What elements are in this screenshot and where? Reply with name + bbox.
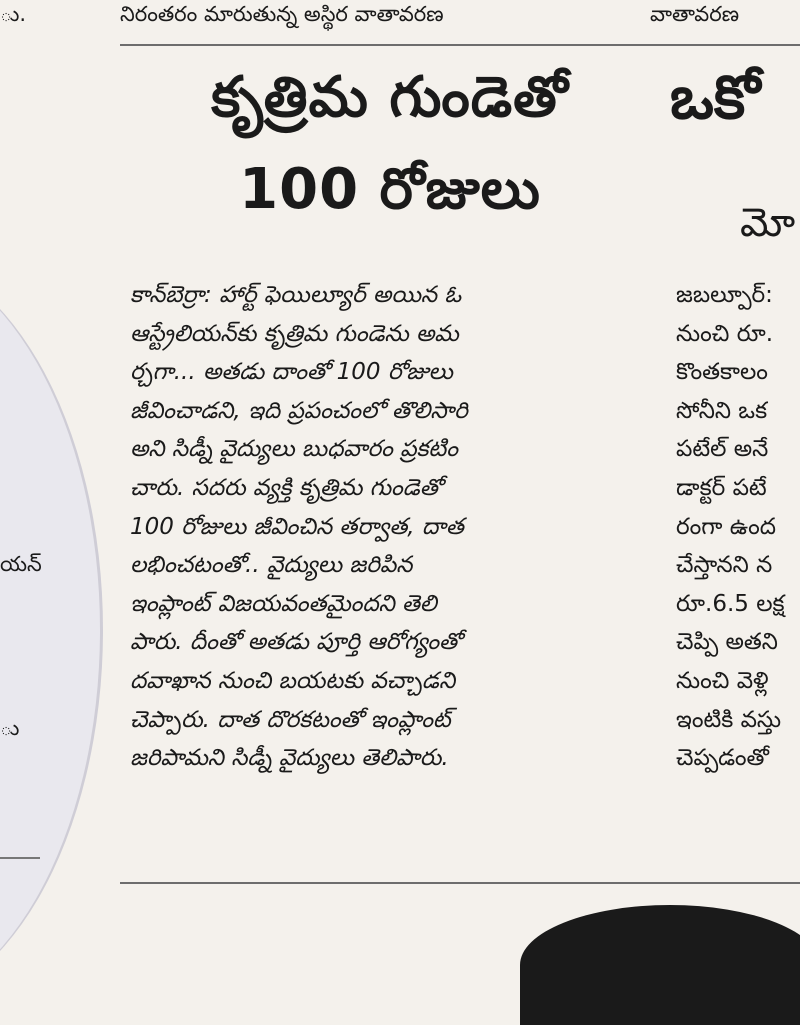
right-body-line: రూ.6.5 లక్ష — [676, 590, 785, 617]
right-body-line: సోనీని ఒక — [676, 397, 768, 424]
right-article-body — [676, 276, 785, 778]
left-text-fragment: యన్ — [0, 552, 42, 576]
body-line: ఇంప్లాంట్ విజయవంతమైందని తెలి — [130, 590, 437, 617]
left-text-fragment: ు — [0, 716, 20, 740]
right-body-line: నుంచి వెళ్లి — [676, 667, 769, 694]
body-line: లభించటంతో.. వైద్యులు జరిపిన — [130, 552, 413, 579]
bottom-divider — [120, 882, 800, 884]
right-body-line: ఇంటికి వస్తు — [676, 706, 782, 733]
body-line: అని సిడ్నీ వైద్యులు బుధవారం ప్రకటిం — [130, 436, 458, 463]
right-article-subhead: మో — [740, 200, 796, 246]
right-body-line: జబల్పూర్: — [676, 282, 773, 308]
right-body-line: కొంతకాలం — [676, 359, 768, 386]
left-column-fragment — [0, 0, 120, 962]
top-divider — [120, 44, 800, 46]
top-strip-main-text: నిరంతరం మారుతున్న అస్థిర వాతావరణ — [120, 2, 444, 26]
body-line: చారు. సదరు వ్యక్తి కృత్రిమ గుండెతో — [130, 474, 443, 501]
body-line: పారు. దీంతో అతడు పూర్తి ఆరోగ్యంతో — [130, 629, 462, 656]
right-body-line: నుంచి రూ. — [676, 320, 774, 347]
body-line: కాన్‌బెర్రా: హార్ట్ ఫెయిల్యూర్ అయిన ఓ — [130, 282, 462, 308]
top-strip-right-text: వాతావరణ — [650, 2, 740, 26]
right-body-line: చెప్పి అతని — [676, 629, 778, 656]
body-line: చెప్పారు. దాత దొరకటంతో ఇంప్లాంట్ — [130, 706, 451, 733]
headline-line-2: 100 రోజులు — [239, 157, 541, 222]
left-text-fragment: ు. — [0, 2, 27, 26]
top-text-strip — [120, 0, 800, 42]
body-line: ఆస్ట్రేలియన్‌కు కృత్రిమ గుండెను అమ — [130, 320, 459, 347]
body-line: 100 రోజులు జీవించిన తర్వాత, దాత — [130, 513, 464, 540]
right-body-line: చేస్తానని న — [676, 552, 773, 579]
body-line: జీవించాడని, ఇది ప్రపంచంలో తొలిసారి — [130, 397, 468, 424]
left-image-fragment — [0, 250, 103, 962]
right-body-line: డాక్టర్ పటే — [676, 474, 767, 501]
right-article-headline: ఒకో — [670, 63, 761, 133]
right-body-line: రంగా ఉంద — [676, 513, 777, 540]
body-line: జరిపామని సిడ్నీ వైద్యులు తెలిపారు. — [130, 745, 449, 772]
right-body-line: పటేల్ అనే — [676, 436, 769, 463]
right-article-fragment — [670, 52, 800, 882]
right-body-line: చెప్పడంతో — [676, 745, 769, 772]
body-line: ర్చగా... అతడు దాంతో 100 రోజులు — [130, 359, 453, 386]
next-headline-fragment — [520, 905, 800, 1025]
headline-line-1: కృత్రిమ గుండెతో — [211, 65, 569, 130]
article-body — [130, 276, 650, 778]
article — [120, 52, 660, 772]
body-line: దవాఖాన నుంచి బయటకు వచ్చాడని — [130, 667, 456, 694]
left-divider — [0, 857, 40, 859]
article-headline — [120, 52, 660, 236]
